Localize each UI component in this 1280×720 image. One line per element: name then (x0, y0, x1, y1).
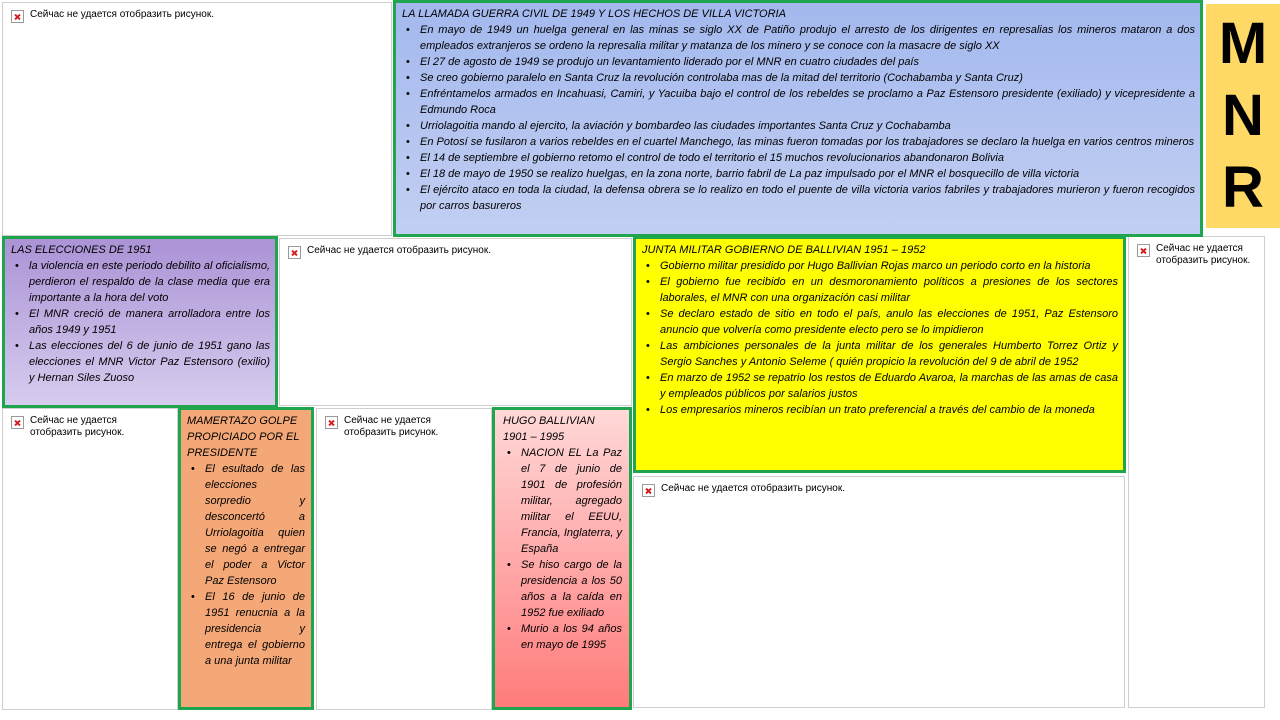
list-item: • la violencia en este periodo debilito al oficialismo, perdieron el respaldo de la clase media que era importante a la hora del voto (29, 258, 270, 306)
broken-image-text: Сейчас не удается отобразить рисунок. (661, 483, 845, 494)
image-placeholder-bottom-right (633, 476, 1125, 708)
mamertazo-title: MAMERTAZO GOLPE PROPICIADO POR EL PRESIDENTE (187, 415, 300, 459)
image-placeholder-bottom-middle (316, 408, 492, 710)
broken-image-text: Сейчас не удается отобразить рисунок. (344, 415, 439, 438)
broken-image-text: Сейчас не удается отобразить рисунок. (307, 245, 491, 256)
list-item: • NACION EL La Paz el 7 de junio de 1901 de profesión militar, agregado militar el EEUU, Francia, Inglaterra, y España (521, 445, 622, 557)
list-item: • Las elecciones del 6 de junio de 1951 gano las elecciones el MNR Victor Paz Estensoro (exilio) y Hernan Siles Zuoso (29, 338, 270, 386)
mnr-letter: N (1222, 83, 1264, 148)
list-item: • En mayo de 1949 un huelga general en las minas se siglo XX de Patiño produjo el arresto de los dirigentes en represalias los mineros mataron a dos empleados extranjeros se ordeno la represalia militar y matanza de los minero y se conoce con la masacre de siglo XX (420, 22, 1195, 54)
list-item: • Murio a los 94 años en mayo de 1995 (521, 621, 622, 653)
image-placeholder-middle (279, 238, 632, 406)
broken-image-text: Сейчас не удается отобразить рисунок. (30, 9, 214, 20)
guerra-civil-list (402, 22, 1195, 214)
broken-image-icon (325, 416, 338, 429)
list-item: • Los empresarios mineros recibían un trato preferencial a través del cambio de la moneda (660, 402, 1118, 418)
mnr-letter: M (1218, 11, 1268, 76)
list-item: • Se creo gobierno paralelo en Santa Cruz la revolución controlaba mas de la mitad del territorio (Cochabamba y Santa Cruz) (420, 70, 1195, 86)
mamertazo-box (178, 407, 314, 710)
list-item: • El 16 de junio de 1951 renucnia a la presidencia y entrega el gobierno a una junta militar (205, 589, 305, 669)
mnr-letter: R (1222, 155, 1264, 220)
list-item: • El 14 de septiembre el gobierno retomo el control de todo el territorio el 15 muchos revolucionarios abandonaron Bolivia (420, 150, 1195, 166)
junta-militar-title: JUNTA MILITAR GOBIERNO DE BALLIVIAN 1951 – 1952 (642, 244, 926, 256)
list-item: • El gobierno fue recibido en un desmoronamiento políticos a presiones de los sectores laborales, el MNR con una organización casi militar (660, 274, 1118, 306)
hugo-ballivian-list (503, 445, 622, 653)
mamertazo-list (187, 461, 305, 669)
broken-image-text: Сейчас не удается отобразить рисунок. (1156, 243, 1251, 266)
list-item: • Gobierno militar presidido por Hugo Ballivian Rojas marco un periodo corto en la historia (660, 258, 1118, 274)
hugo-ballivian-title: HUGO BALLIVIAN 1901 – 1995 (503, 415, 595, 443)
junta-militar-list (642, 258, 1118, 418)
elecciones-1951-box (2, 236, 278, 408)
list-item: • El MNR creció de manera arrolladora entre los años 1949 y 1951 (29, 306, 270, 338)
junta-militar-box (633, 236, 1126, 473)
list-item: • El esultado de las elecciones sorpredio y desconcertó a Urriolagoitia quien se negó a entregar el poder a Victor Paz Estensoro (205, 461, 305, 589)
list-item: • El 27 de agosto de 1949 se produjo un levantamiento liderado por el MNR en cuatro ciudades del país (420, 54, 1195, 70)
list-item: • El ejército ataco en toda la ciudad, la defensa obrera se lo realizo en todo el puente de villa victoria varios fabriles y trabajadores murieron y fueron recogidos por carros basureros (420, 182, 1195, 214)
list-item: • El 18 de mayo de 1950 se realizo huelgas, en la zona norte, barrio fabril de La paz impulsado por el MNR el bosquecillo de villa victoria (420, 166, 1195, 182)
image-placeholder-right (1128, 236, 1265, 708)
hugo-ballivian-box (492, 407, 632, 710)
list-item: • En marzo de 1952 se repatrio los restos de Eduardo Avaroa, la marchas de las amas de casa y empleados públicos por salarios justos (660, 370, 1118, 402)
list-item: • Se declaro estado de sitio en todo el país, anulo las elecciones de 1951, Paz Estensoro anuncio que volvería como presidente electo pero se lo impidieron (660, 306, 1118, 338)
guerra-civil-box (393, 0, 1203, 237)
list-item: • Las ambiciones personales de la junta militar de los generales Humberto Torrez Ortiz y Sergio Sanches y Antonio Seleme ( quién propicio la revolución del 9 de abril de 1952 (660, 338, 1118, 370)
mnr-banner (1206, 4, 1280, 228)
broken-image-icon (288, 246, 301, 259)
list-item: • Se hiso cargo de la presidencia a los 50 años a la caída en 1952 fue exiliado (521, 557, 622, 621)
elecciones-1951-title: LAS ELECCIONES DE 1951 (11, 244, 152, 256)
list-item: • En Potosí se fusilaron a varios rebeldes en el cuartel Manchego, las minas fueron tomadas por los trabajadores se declaro la huelga en varios centros mineros (420, 134, 1195, 150)
list-item: • Enfréntamelos armados en Incahuasi, Camiri, y Yacuiba bajo el control de los rebeldes se proclamo a Paz Estensoro presidente (exiliado) y vicepresidente a Edmundo Roca (420, 86, 1195, 118)
broken-image-text: Сейчас не удается отобразить рисунок. (30, 415, 125, 438)
image-placeholder-bottom-left (2, 408, 178, 710)
guerra-civil-title: LA LLAMADA GUERRA CIVIL DE 1949 Y LOS HECHOS DE VILLA VICTORIA (402, 8, 786, 20)
broken-image-icon (11, 10, 24, 23)
elecciones-1951-list (11, 258, 270, 386)
broken-image-icon (642, 484, 655, 497)
image-placeholder-top-left (2, 2, 392, 236)
list-item: • Urriolagoitia mando al ejercito, la aviación y bombardeo las ciudades importantes Santa Cruz y Cochabamba (420, 118, 1195, 134)
broken-image-icon (1137, 244, 1150, 257)
broken-image-icon (11, 416, 24, 429)
